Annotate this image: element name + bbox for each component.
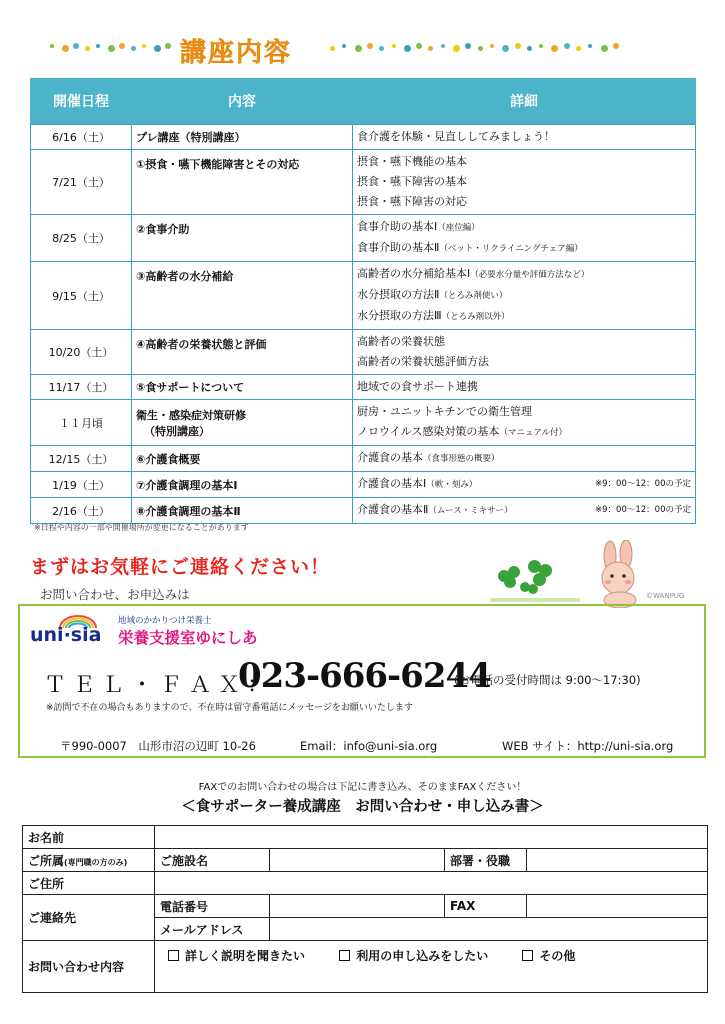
form-row-inquiry	[23, 941, 708, 993]
contact-headline: まずはお気軽にご連絡ください！	[30, 556, 331, 578]
option-other-label: その他	[539, 949, 576, 963]
bunny-illustration	[588, 540, 648, 608]
decorative-dot	[73, 43, 79, 49]
illustration-credit: ©WANPUG	[646, 592, 685, 600]
decorative-dot	[50, 44, 54, 48]
facility-label: ご施設名	[155, 849, 270, 872]
schedule-detail	[353, 375, 696, 400]
detail-text: 食事介助の基本Ⅰ	[357, 220, 438, 233]
header-detail: 詳細	[353, 78, 696, 125]
section-title-bar	[0, 30, 725, 70]
detail-note: （軟・刻み）	[426, 480, 478, 490]
organization-name: 栄養支援室ゆにしあ	[118, 629, 258, 647]
form-row-phone	[23, 895, 708, 918]
schedule-topic-text: ⑦介護食調理の基本Ⅰ	[136, 478, 238, 492]
decorative-dot	[96, 44, 100, 48]
option-explain[interactable]	[168, 949, 305, 963]
detail-note: （食事形態の概要）	[423, 454, 500, 464]
name-label: お名前	[23, 826, 155, 849]
section-title: 講座内容	[180, 38, 293, 68]
schedule-topic	[132, 446, 353, 472]
detail-line	[357, 500, 691, 521]
schedule-row	[31, 400, 696, 446]
decorative-dot	[367, 43, 373, 49]
decorative-dot	[527, 46, 532, 51]
schedule-date: 12/15（土）	[31, 446, 132, 472]
affiliation-label-note: (専門職の方のみ)	[64, 857, 128, 867]
schedule-detail	[353, 498, 696, 524]
detail-note: （ムース・ミキサー）	[428, 506, 513, 516]
phone-label: 電話番号	[155, 895, 270, 918]
option-apply-label: 利用の申し込みをしたい	[356, 949, 489, 963]
detail-text: 地域での食サポート連携	[357, 380, 478, 393]
form-row-address	[23, 872, 708, 895]
detail-line	[357, 332, 691, 352]
decorative-dot	[154, 45, 161, 52]
decorative-dot	[416, 43, 422, 49]
schedule-topic	[132, 262, 353, 330]
mail-field[interactable]	[270, 918, 708, 941]
decorative-dot	[588, 44, 592, 48]
decorative-dot	[119, 43, 125, 49]
schedule-topic	[132, 400, 353, 446]
schedule-topic-text: ④高齢者の栄養状態と評価	[136, 338, 267, 351]
schedule-topic	[132, 330, 353, 375]
fax-field[interactable]	[527, 895, 708, 918]
schedule-row	[31, 215, 696, 262]
clover-illustration	[490, 560, 580, 605]
decorative-dot	[428, 46, 433, 51]
schedule-table	[30, 78, 696, 524]
schedule-topic-subtext: （特別講座）	[144, 424, 210, 438]
schedule-detail	[353, 125, 696, 150]
inquiry-options	[155, 941, 708, 993]
schedule-body	[31, 125, 696, 524]
header-date: 開催日程	[31, 78, 132, 125]
schedule-row	[31, 446, 696, 472]
schedule-topic	[132, 215, 353, 262]
detail-line	[357, 402, 691, 422]
detail-line	[357, 448, 691, 469]
schedule-footnote: ※日程や内容の一部や開催場所が変更になることがあります	[34, 523, 249, 532]
detail-note: （とろみ剤以外）	[441, 312, 510, 322]
detail-text: 介護食の基本Ⅰ	[357, 477, 427, 490]
form-title: ＜食サポーター養成講座 お問い合わせ・申し込み書＞	[181, 799, 544, 815]
checkbox-icon[interactable]	[339, 950, 350, 961]
schedule-detail	[353, 400, 696, 446]
schedule-row	[31, 375, 696, 400]
decorative-dot	[576, 46, 581, 51]
detail-line	[357, 172, 691, 192]
detail-time-note: ※9：00～12：00の予定	[595, 479, 691, 489]
logo-tagline: 地域のかかりつけ栄養士	[118, 616, 212, 626]
decorative-dot	[465, 43, 471, 49]
schedule-date: 8/25（土）	[31, 215, 132, 262]
decorative-dot	[355, 45, 362, 52]
tel-note: ※訪問で不在の場合もありますので、不在時は留守番電話にメッセージをお願いいたします	[46, 703, 413, 713]
detail-line	[357, 474, 691, 495]
schedule-row	[31, 498, 696, 524]
detail-line	[357, 377, 691, 397]
schedule-detail	[353, 215, 696, 262]
detail-line	[357, 217, 691, 238]
schedule-topic	[132, 150, 353, 215]
checkbox-icon[interactable]	[522, 950, 533, 961]
header-topic: 内容	[132, 78, 353, 125]
detail-text: 摂食・嚥下機能の基本	[357, 155, 467, 168]
decorative-dot	[613, 43, 619, 49]
postal-address: 〒990-0007 山形市沼の辺町 10-26	[60, 739, 256, 753]
schedule-topic-text: ⑤食サポートについて	[136, 381, 245, 394]
schedule-header-row	[31, 78, 696, 125]
schedule-date: 1/19（土）	[31, 472, 132, 498]
detail-text: 高齢者の栄養状態	[357, 335, 445, 348]
schedule-detail	[353, 150, 696, 215]
address-label: ご住所	[23, 872, 155, 895]
decorative-dot	[515, 43, 521, 49]
schedule-topic-text: 衛生・感染症対策研修	[136, 408, 246, 422]
phone-field[interactable]	[270, 895, 445, 918]
detail-line	[357, 127, 691, 147]
schedule-detail	[353, 262, 696, 330]
decorative-dot	[131, 46, 136, 51]
detail-line	[357, 264, 691, 285]
schedule-row	[31, 330, 696, 375]
schedule-topic	[132, 375, 353, 400]
option-other[interactable]	[522, 949, 575, 963]
decorative-dot	[601, 45, 608, 52]
contact-label: ご連絡先	[23, 895, 155, 941]
decorative-dot	[108, 45, 115, 52]
form-row-name	[23, 826, 708, 849]
detail-line	[357, 422, 691, 443]
detail-text: 高齢者の栄養状態評価方法	[357, 355, 489, 368]
decorative-dot	[342, 44, 346, 48]
name-field[interactable]	[155, 826, 708, 849]
detail-line	[357, 306, 691, 327]
detail-line	[357, 192, 691, 212]
schedule-detail	[353, 446, 696, 472]
detail-text: 介護食の基本Ⅱ	[357, 503, 429, 516]
decorative-dot	[502, 45, 509, 52]
schedule-detail	[353, 330, 696, 375]
schedule-row	[31, 262, 696, 330]
detail-text: 高齢者の水分補給基本Ⅰ	[357, 267, 471, 280]
detail-text: 食事介助の基本Ⅱ	[357, 241, 440, 254]
tel-fax-label: ＴＥＬ・ＦＡＸ：	[44, 673, 277, 698]
detail-text: 摂食・嚥下障害の対応	[357, 195, 467, 208]
decorative-dot	[539, 44, 543, 48]
detail-note: （マニュアル付）	[499, 428, 568, 438]
schedule-topic	[132, 125, 353, 150]
affiliation-label	[23, 849, 155, 872]
decorative-dot	[551, 45, 558, 52]
mail-label: メールアドレス	[155, 918, 270, 941]
detail-text: 摂食・嚥下障害の基本	[357, 175, 467, 188]
email-address[interactable]: Email：info@uni-sia.org	[300, 739, 438, 753]
department-field[interactable]	[527, 849, 708, 872]
schedule-topic-text: プレ講座（特別講座）	[136, 131, 246, 144]
affiliation-label-text: ご所属	[28, 853, 65, 868]
website-url[interactable]: WEB サイト：http://uni-sia.org	[502, 739, 674, 753]
fax-label: FAX	[445, 895, 527, 918]
detail-text: 介護食の基本	[357, 451, 423, 464]
contact-subhead: お問い合わせ、お申込みは	[40, 587, 190, 602]
detail-line	[357, 152, 691, 172]
option-explain-label: 詳しく説明を聞きたい	[185, 949, 306, 963]
schedule-row	[31, 150, 696, 215]
detail-time-note: ※9：00～12：00の予定	[595, 505, 691, 515]
schedule-date: １１月頃	[31, 400, 132, 446]
detail-note: （とろみ剤使い）	[439, 291, 508, 301]
address-field[interactable]	[155, 872, 708, 895]
detail-text: ノロウイルス感染対策の基本	[357, 425, 500, 438]
detail-line	[357, 238, 691, 259]
decorative-dot	[478, 46, 483, 51]
department-label: 部署・役職	[445, 849, 527, 872]
schedule-date: 6/16（土）	[31, 125, 132, 150]
schedule-topic-text: ②食事介助	[136, 223, 190, 236]
decorative-dot	[564, 43, 570, 49]
decorative-dot	[490, 44, 494, 48]
detail-text: 水分摂取の方法Ⅱ	[357, 288, 440, 301]
schedule-date: 11/17（土）	[31, 375, 132, 400]
schedule-topic-text: ①摂食・嚥下機能障害とその対応	[136, 158, 300, 171]
decorative-dot	[453, 45, 460, 52]
logo-wordmark: uni·sia	[30, 624, 102, 646]
schedule-topic-text: ⑧介護食調理の基本Ⅱ	[136, 504, 241, 518]
detail-line	[357, 285, 691, 306]
decorative-dot	[392, 44, 396, 48]
schedule-topic-text: ③高齢者の水分補給	[136, 270, 234, 283]
decorative-dot	[142, 44, 146, 48]
schedule-date: 2/16（土）	[31, 498, 132, 524]
decorative-dot	[404, 45, 411, 52]
schedule-topic	[132, 498, 353, 524]
schedule-detail	[353, 472, 696, 498]
detail-text: 食介護を体験・見直ししてみましょう！	[357, 130, 555, 143]
schedule-row	[31, 472, 696, 498]
decorative-dot	[330, 46, 335, 51]
option-apply[interactable]	[339, 949, 488, 963]
fax-instruction: FAXでのお問い合わせの場合は下記に書き込み、そのままFAXください！	[198, 782, 527, 793]
tel-fax-number[interactable]: 023-666-6244	[238, 656, 491, 696]
form-row-affiliation	[23, 849, 708, 872]
decorative-dot	[165, 43, 171, 49]
decorative-dot	[441, 44, 445, 48]
detail-note: （ベット・リクライニングチェア編）	[439, 244, 583, 254]
schedule-date: 9/15（土）	[31, 262, 132, 330]
detail-note: （座位編）	[437, 223, 480, 233]
decorative-dot	[85, 46, 90, 51]
detail-note: （必要水分量や評価方法など）	[470, 270, 590, 280]
inquiry-label: お問い合わせ内容	[23, 941, 155, 993]
inquiry-form	[22, 825, 708, 993]
decorative-dot	[379, 46, 384, 51]
schedule-date: 7/21（土）	[31, 150, 132, 215]
schedule-topic-text: ⑥介護食概要	[136, 452, 201, 466]
decorative-dot	[62, 45, 69, 52]
detail-text: 厨房・ユニットキチンでの衛生管理	[357, 405, 533, 418]
schedule-row	[31, 125, 696, 150]
detail-text: 水分摂取の方法Ⅲ	[357, 309, 442, 322]
schedule-date: 10/20（土）	[31, 330, 132, 375]
facility-field[interactable]	[270, 849, 445, 872]
detail-line	[357, 352, 691, 372]
checkbox-icon[interactable]	[168, 950, 179, 961]
tel-hours: (お電話の受付時間は 9:00～17:30)	[454, 673, 641, 687]
schedule-topic	[132, 472, 353, 498]
